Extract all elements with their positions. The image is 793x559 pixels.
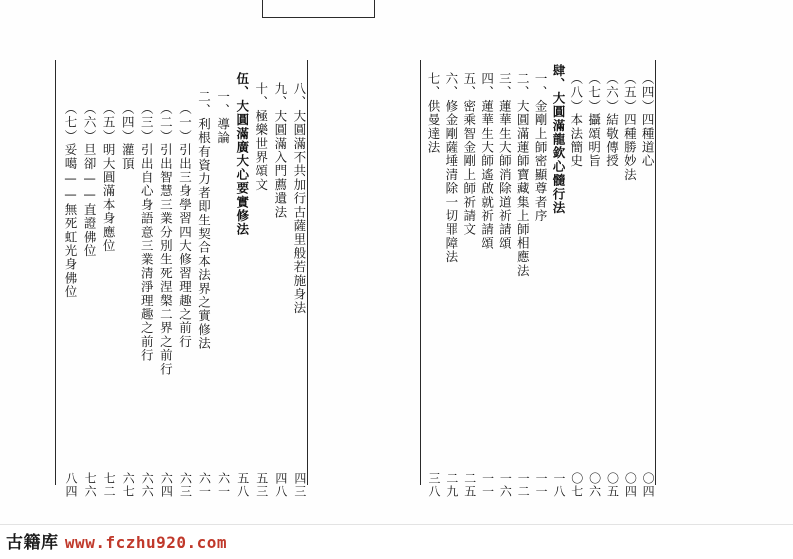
toc-entry-page: 二五 (462, 472, 477, 498)
toc-entry-page: 〇四 (641, 472, 656, 498)
toc-entry-page: 〇七 (569, 472, 584, 498)
toc-entry-page: 六一 (216, 472, 231, 498)
toc-entry-text: 九、大圓滿入門薦遺法 (272, 82, 288, 219)
gutter-mark-right (374, 0, 375, 18)
toc-entry-text: （六）結敬傳授 (604, 72, 620, 168)
toc-entry-page: 五三 (254, 472, 269, 498)
toc-entry-page: 二九 (444, 472, 459, 498)
toc-entry[interactable] (59, 72, 78, 524)
toc-entry-text: 一、金剛上師密顯尊者序 (533, 72, 549, 223)
toc-entry-page: 一一 (534, 472, 549, 498)
right-page (420, 0, 670, 524)
watermark-label (6, 528, 227, 553)
toc-entry-page: 六六 (140, 472, 155, 498)
toc-entry-text: 四、蓮華生大師遙啟就祈請頌 (479, 72, 495, 251)
toc-entry-text: （五）四種勝妙法 (622, 72, 638, 182)
toc-entry-text: （四）四種道心 (640, 72, 656, 168)
toc-entry-page: 六四 (159, 472, 174, 498)
toc-entry-text: （四）灌頂 (120, 102, 136, 171)
left-page (55, 0, 315, 524)
toc-entry-page: 六三 (178, 472, 193, 498)
toc-entry-page: 三八 (427, 472, 442, 498)
left-page-entries (59, 0, 307, 524)
toc-entry-page: 〇六 (587, 472, 602, 498)
watermark-site-name: 古籍库 (6, 533, 59, 553)
toc-entry-text: 五、密乘智金剛上師祈請文 (461, 72, 477, 237)
toc-entry-text: 二、大圓滿蓮師寶藏集上師相應法 (515, 72, 531, 278)
toc-entry-text: （六）旦卻——直證佛位 (82, 102, 98, 258)
toc-entry-page: 〇五 (605, 472, 620, 498)
toc-entry-page: 一二 (516, 472, 531, 498)
toc-entry-text: 十、極樂世界頌文 (253, 82, 269, 192)
toc-entry-page: 五八 (235, 472, 250, 498)
toc-entry-page: 四八 (273, 472, 288, 498)
toc-entry-text: （五）明大圓滿本身應位 (101, 102, 117, 253)
toc-section-text: 肆、大圓滿龍欽心髓行法 (550, 64, 566, 215)
toc-entry-text: （八）本法簡史 (568, 72, 584, 168)
toc-entry-text: （七）攝頌明旨 (586, 72, 602, 168)
toc-section-text: 伍、大圓滿廣大心要實修法 (234, 72, 250, 237)
toc-entry-text: （三）引出自心身語意三業清淨理趣之前行 (139, 102, 155, 363)
toc-entry-page: 一八 (551, 472, 566, 498)
toc-entry-text: 六、修金剛薩埵清除一切罪障法 (443, 72, 459, 264)
toc-entry-page: 四三 (292, 472, 307, 498)
left-page-border-left (55, 60, 56, 485)
gutter-mark-right-h (320, 17, 375, 18)
toc-entry-text: 八、大圓滿不共加行古薩里般若施身法 (291, 82, 307, 315)
toc-entry-page: 〇四 (623, 472, 638, 498)
right-page-entries (422, 0, 654, 524)
toc-entry-text: （一）引出三身學習四大修習理趣之前行 (177, 102, 193, 349)
watermark-url[interactable]: www.fczhu920.com (64, 533, 228, 552)
toc-entry-page: 一六 (498, 472, 513, 498)
toc-entry[interactable] (422, 72, 440, 524)
toc-entry-text: 二、利根有資力者即生契合本法界之實修法 (196, 90, 212, 351)
right-page-border-left (420, 60, 421, 485)
toc-entry-text: 七、供曼達法 (426, 72, 442, 155)
toc-entry-page: 七二 (102, 472, 117, 498)
toc-entry-page: 七六 (83, 472, 98, 498)
toc-entry-text: 一、導論 (215, 90, 231, 145)
toc-entry-page: 六七 (121, 472, 136, 498)
toc-entry-page: 八四 (63, 472, 78, 498)
toc-entry-text: 三、蓮華生大師消除道祈請頌 (497, 72, 513, 251)
toc-entry-text: （二）引出智慧三業分別生死涅槃二界之前行 (158, 102, 174, 376)
toc-entry-page: 六一 (197, 472, 212, 498)
toc-entry-page: 一一 (480, 472, 495, 498)
toc-entry-text: （七）妥噶——無死虹光身佛位 (62, 102, 78, 299)
